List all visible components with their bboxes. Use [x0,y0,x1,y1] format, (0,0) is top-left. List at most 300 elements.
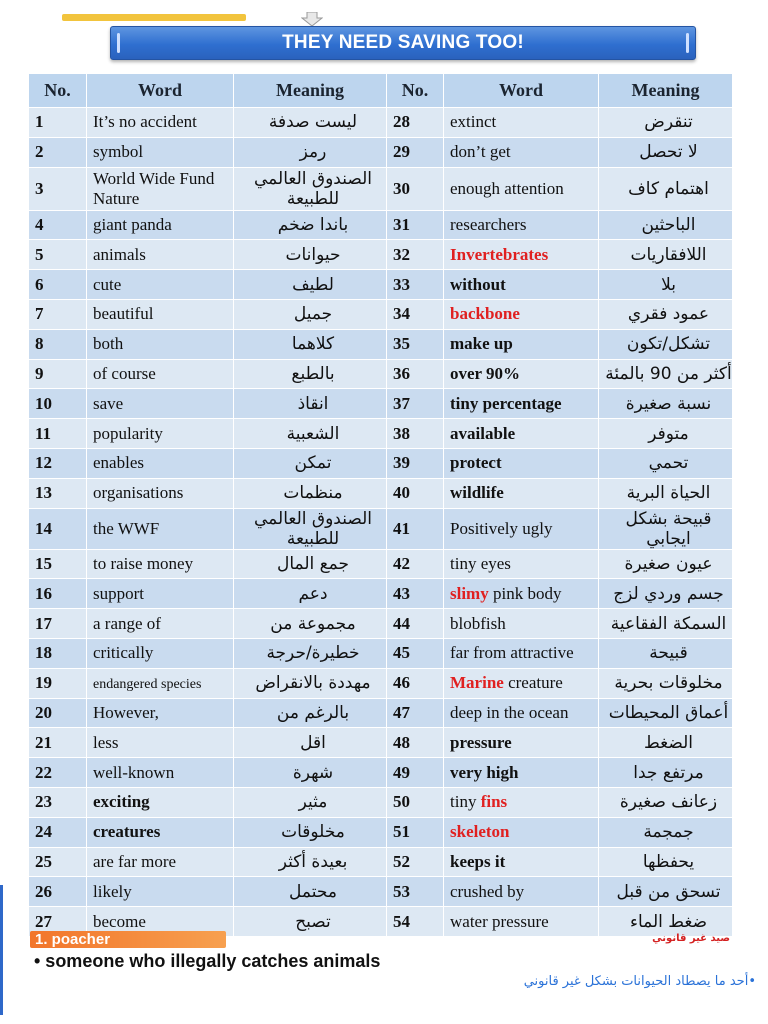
table-row [29,359,733,389]
meaning-text: جمجمة [643,822,694,843]
left-edge-line [0,885,3,1015]
meaning-cell [599,758,733,788]
header-meaning: Meaning [234,74,387,108]
meaning-cell [599,167,733,210]
meaning-cell [234,270,387,300]
meaning-text: بلا [661,274,676,295]
word-cell [444,329,599,359]
word-segment: World Wide Fund Nature [93,168,215,208]
meaning-text: متوفر [648,423,689,444]
meaning-cell [599,609,733,639]
header-meaning: Meaning [599,74,733,108]
table-row [29,549,733,579]
item-number: 13 [29,478,87,508]
word-cell [444,609,599,639]
meaning-text: لا تحصل [639,142,698,163]
meaning-cell [234,419,387,449]
item-number: 46 [387,668,444,698]
meaning-text: أكثر من 90 بالمئة [605,363,732,384]
meaning-cell [234,728,387,758]
table-row [29,668,733,698]
word-segment: creatures [93,822,161,842]
word-segment: save [93,393,124,413]
table-body [29,108,733,937]
word-segment: creature [503,673,563,693]
meaning-cell [599,299,733,329]
meaning-cell [234,698,387,728]
word-segment: exciting [93,792,150,812]
word-cell [444,817,599,847]
meaning-cell [599,698,733,728]
word-segment: beautiful [93,304,154,324]
item-number: 38 [387,419,444,449]
word-cell [444,579,599,609]
word-segment: endangered species [93,677,202,693]
table-row [29,609,733,639]
meaning-text: ضغط الماء [629,911,708,932]
item-number: 12 [29,448,87,478]
word-segment: animals [93,244,146,264]
word-cell [87,329,234,359]
word-cell [87,549,234,579]
meaning-text: قبيحة بشكل ايجابي [625,508,712,549]
item-number: 25 [29,847,87,877]
item-number: 2 [29,137,87,167]
word-segment: tiny eyes [450,553,511,573]
word-segment: wildlife [450,483,504,503]
word-segment: symbol [93,142,144,162]
meaning-cell [234,817,387,847]
word-cell [444,907,599,937]
meaning-text: اهتمام كاف [628,178,709,199]
word-cell [444,448,599,478]
word-cell [87,787,234,817]
word-segment: the WWF [93,518,160,538]
meaning-text: حيوانات [285,244,341,265]
meaning-cell [599,108,733,138]
item-number: 23 [29,787,87,817]
word-segment: blobfish [450,613,506,633]
word-segment: critically [93,643,154,663]
poacher-heading-arabic: صيد غير قانوني [652,933,730,944]
word-segment: are far more [93,851,177,871]
meaning-text: جمع المال [276,553,350,574]
word-cell [87,478,234,508]
word-segment: enables [93,453,144,473]
page-title: THEY NEED SAVING TOO! [282,32,524,53]
word-segment: over 90% [450,363,521,383]
word-cell [444,877,599,907]
meaning-text: تحمي [648,453,689,474]
table-header-row [29,74,733,108]
word-segment: cute [93,274,122,294]
item-number: 54 [387,907,444,937]
table-row [29,389,733,419]
word-segment: However, [93,702,159,722]
table-row [29,787,733,817]
word-segment: backbone [450,304,520,324]
meaning-cell [599,270,733,300]
word-cell [444,419,599,449]
word-segment: extinct [450,112,497,132]
title-banner [110,26,696,60]
word-cell [87,167,234,210]
poacher-definition-arabic: •أحد ما يصطاد الحيوانات بشكل غير قانوني [523,974,756,989]
word-cell [87,817,234,847]
word-segment: keeps it [450,851,506,871]
word-segment: tiny percentage [450,393,562,413]
meaning-text: مجموعة من [270,613,356,634]
meaning-text: شهرة [292,762,334,783]
word-segment: enough attention [450,178,564,198]
meaning-text: جميل [293,304,333,325]
meaning-text: جسم وردي لزج [613,583,724,604]
meaning-text: تمكن [294,453,332,474]
item-number: 6 [29,270,87,300]
poacher-definition: • someone who illegally catches animals [34,951,381,971]
word-cell [87,579,234,609]
word-cell [87,137,234,167]
word-cell [444,508,599,549]
meaning-cell [234,847,387,877]
word-cell [444,758,599,788]
meaning-cell [234,389,387,419]
word-segment: without [450,274,506,294]
item-number: 8 [29,329,87,359]
item-number: 3 [29,167,87,210]
meaning-text: بعيدة أكثر [278,851,348,872]
meaning-cell [234,299,387,329]
item-number: 32 [387,240,444,270]
item-number: 50 [387,787,444,817]
word-segment: Invertebrates [450,244,549,264]
meaning-text: الباحثين [641,214,696,235]
word-segment: skeleton [450,822,510,842]
word-cell [444,137,599,167]
word-cell [87,299,234,329]
meaning-cell [234,478,387,508]
word-segment: protect [450,453,502,473]
meaning-cell [599,508,733,549]
word-cell [444,728,599,758]
word-cell [444,210,599,240]
item-number: 45 [387,638,444,668]
meaning-cell [234,329,387,359]
item-number: 41 [387,508,444,549]
item-number: 11 [29,419,87,449]
word-segment: less [93,732,119,752]
word-cell [444,389,599,419]
meaning-cell [599,847,733,877]
meaning-cell [234,167,387,210]
item-number: 22 [29,758,87,788]
meaning-cell [599,210,733,240]
item-number: 49 [387,758,444,788]
item-number: 20 [29,698,87,728]
word-cell [87,389,234,419]
word-cell [87,240,234,270]
item-number: 26 [29,877,87,907]
table-row [29,579,733,609]
item-number: 51 [387,817,444,847]
meaning-cell [599,728,733,758]
meaning-cell [234,240,387,270]
meaning-text: عمود فقري [627,304,710,325]
meaning-text: الصندوق العالمي للطبيعة [254,508,372,549]
word-segment: crushed by [450,881,525,901]
word-segment: of course [93,363,156,383]
word-cell [87,638,234,668]
meaning-text: تسحق من قبل [616,881,721,902]
word-segment: well-known [93,762,175,782]
item-number: 5 [29,240,87,270]
table-row [29,478,733,508]
header-no: No. [29,74,87,108]
word-cell [444,698,599,728]
word-segment: Positively ugly [450,518,553,538]
item-number: 15 [29,549,87,579]
meaning-cell [599,448,733,478]
word-segment: water pressure [450,911,549,931]
word-segment: support [93,583,144,603]
meaning-text: باندا ضخم [277,214,349,235]
word-cell [87,668,234,698]
word-cell [87,448,234,478]
table-row [29,329,733,359]
meaning-cell [234,137,387,167]
meaning-text: انقاذ [297,393,329,414]
meaning-text: الصندوق العالمي للطبيعة [254,168,372,209]
meaning-text: رمز [299,142,327,163]
meaning-text: تصبح [295,911,331,932]
meaning-text: لطيف [292,274,334,295]
meaning-cell [234,668,387,698]
table-row [29,448,733,478]
banner-right-cap [686,33,689,53]
word-cell [444,668,599,698]
word-cell [87,108,234,138]
word-cell [444,240,599,270]
item-number: 24 [29,817,87,847]
meaning-text: مثير [298,792,328,813]
word-cell [87,877,234,907]
meaning-text: منظمات [283,483,343,504]
table-row [29,270,733,300]
item-number: 16 [29,579,87,609]
word-segment: giant panda [93,214,172,234]
item-number: 36 [387,359,444,389]
word-cell [444,270,599,300]
table-row [29,877,733,907]
meaning-cell [599,389,733,419]
meaning-text: اقل [300,732,326,753]
meaning-text: محتمل [289,881,337,902]
meaning-cell [234,758,387,788]
item-number: 43 [387,579,444,609]
meaning-text: الحياة البرية [626,483,711,504]
item-number: 19 [29,668,87,698]
meaning-cell [599,907,733,937]
meaning-cell [599,137,733,167]
meaning-cell [599,638,733,668]
meaning-cell [234,359,387,389]
item-number: 1 [29,108,87,138]
meaning-cell [234,549,387,579]
item-number: 28 [387,108,444,138]
meaning-cell [234,787,387,817]
meaning-cell [234,877,387,907]
table-row [29,817,733,847]
meaning-cell [234,638,387,668]
word-segment: make up [450,334,513,354]
meaning-text: السمكة الفقاعية [610,613,727,634]
word-segment: pink body [488,583,562,603]
word-cell [87,609,234,639]
header-no: No. [387,74,444,108]
meaning-text: تشكل/تكون [626,334,711,355]
word-cell [444,299,599,329]
meaning-text: الضغط [644,732,693,753]
item-number: 42 [387,549,444,579]
meaning-cell [234,508,387,549]
word-segment: pressure [450,732,512,752]
meaning-cell [234,210,387,240]
table-row [29,698,733,728]
word-cell [444,549,599,579]
table-row [29,137,733,167]
word-cell [87,359,234,389]
word-cell [444,787,599,817]
word-cell [87,847,234,877]
meaning-cell [599,668,733,698]
table-row [29,240,733,270]
item-number: 4 [29,210,87,240]
meaning-cell [599,419,733,449]
item-number: 14 [29,508,87,549]
table-row [29,299,733,329]
word-cell [444,478,599,508]
table-row [29,210,733,240]
header-word: Word [444,74,599,108]
word-cell [444,108,599,138]
item-number: 18 [29,638,87,668]
word-segment: to raise money [93,553,194,573]
header-word: Word [87,74,234,108]
item-number: 10 [29,389,87,419]
word-segment: a range of [93,613,161,633]
word-segment: organisations [93,483,184,503]
meaning-text: زعانف صغيرة [619,792,718,813]
meaning-text: دعم [298,583,328,604]
meaning-cell [599,877,733,907]
meaning-text: مخلوقات [281,822,345,843]
table-row [29,728,733,758]
word-segment: very high [450,762,519,782]
item-number: 9 [29,359,87,389]
word-segment: don’t get [450,142,511,162]
meaning-cell [234,448,387,478]
table-row [29,419,733,449]
item-number: 21 [29,728,87,758]
item-number: 53 [387,877,444,907]
meaning-text: عيون صغيرة [624,553,713,574]
vocabulary-table [28,73,733,937]
item-number: 31 [387,210,444,240]
item-number: 34 [387,299,444,329]
item-number: 37 [387,389,444,419]
meaning-cell [599,359,733,389]
meaning-text: ليست صدفة [268,112,358,133]
word-cell [87,698,234,728]
word-segment: both [93,334,124,354]
word-segment: become [93,911,146,931]
item-number: 39 [387,448,444,478]
word-cell [87,419,234,449]
meaning-cell [234,108,387,138]
word-segment: likely [93,881,132,901]
word-cell [444,167,599,210]
meaning-cell [234,609,387,639]
meaning-text: كلاهما [291,334,335,355]
item-number: 17 [29,609,87,639]
word-segment: far from attractive [450,643,574,663]
word-cell [87,210,234,240]
word-segment: available [450,423,516,443]
meaning-text: قبيحة [649,643,688,664]
meaning-cell [599,787,733,817]
meaning-text: يحفظها [642,851,695,872]
meaning-text: مخلوقات بحرية [614,673,723,694]
meaning-cell [599,579,733,609]
word-segment: Marine [450,673,504,693]
meaning-cell [599,478,733,508]
item-number: 44 [387,609,444,639]
item-number: 33 [387,270,444,300]
word-segment: deep in the ocean [450,702,569,722]
header-accent-bar [62,14,246,21]
word-cell [444,359,599,389]
word-cell [87,758,234,788]
item-number: 35 [387,329,444,359]
word-segment: researchers [450,214,527,234]
word-cell [444,638,599,668]
word-segment: It’s no accident [93,112,197,132]
meaning-cell [599,240,733,270]
word-cell [444,847,599,877]
meaning-text: الشعبية [286,423,340,444]
table-row [29,758,733,788]
item-number: 7 [29,299,87,329]
table-row [29,847,733,877]
meaning-text: اللافقاريات [630,244,707,265]
word-cell [87,508,234,549]
word-cell [87,728,234,758]
meaning-cell [599,549,733,579]
meaning-text: نسبة صغيرة [625,393,712,414]
meaning-text: أعماق المحيطات [608,702,729,723]
meaning-text: مهددة بالانقراض [255,673,371,694]
item-number: 40 [387,478,444,508]
table-row [29,638,733,668]
item-number: 29 [387,137,444,167]
meaning-cell [599,817,733,847]
word-segment: popularity [93,423,163,443]
meaning-text: خطيرة/حرجة [266,643,360,664]
word-segment: slimy [450,583,489,603]
item-number: 52 [387,847,444,877]
poacher-heading-bar [30,931,226,948]
meaning-cell [234,579,387,609]
